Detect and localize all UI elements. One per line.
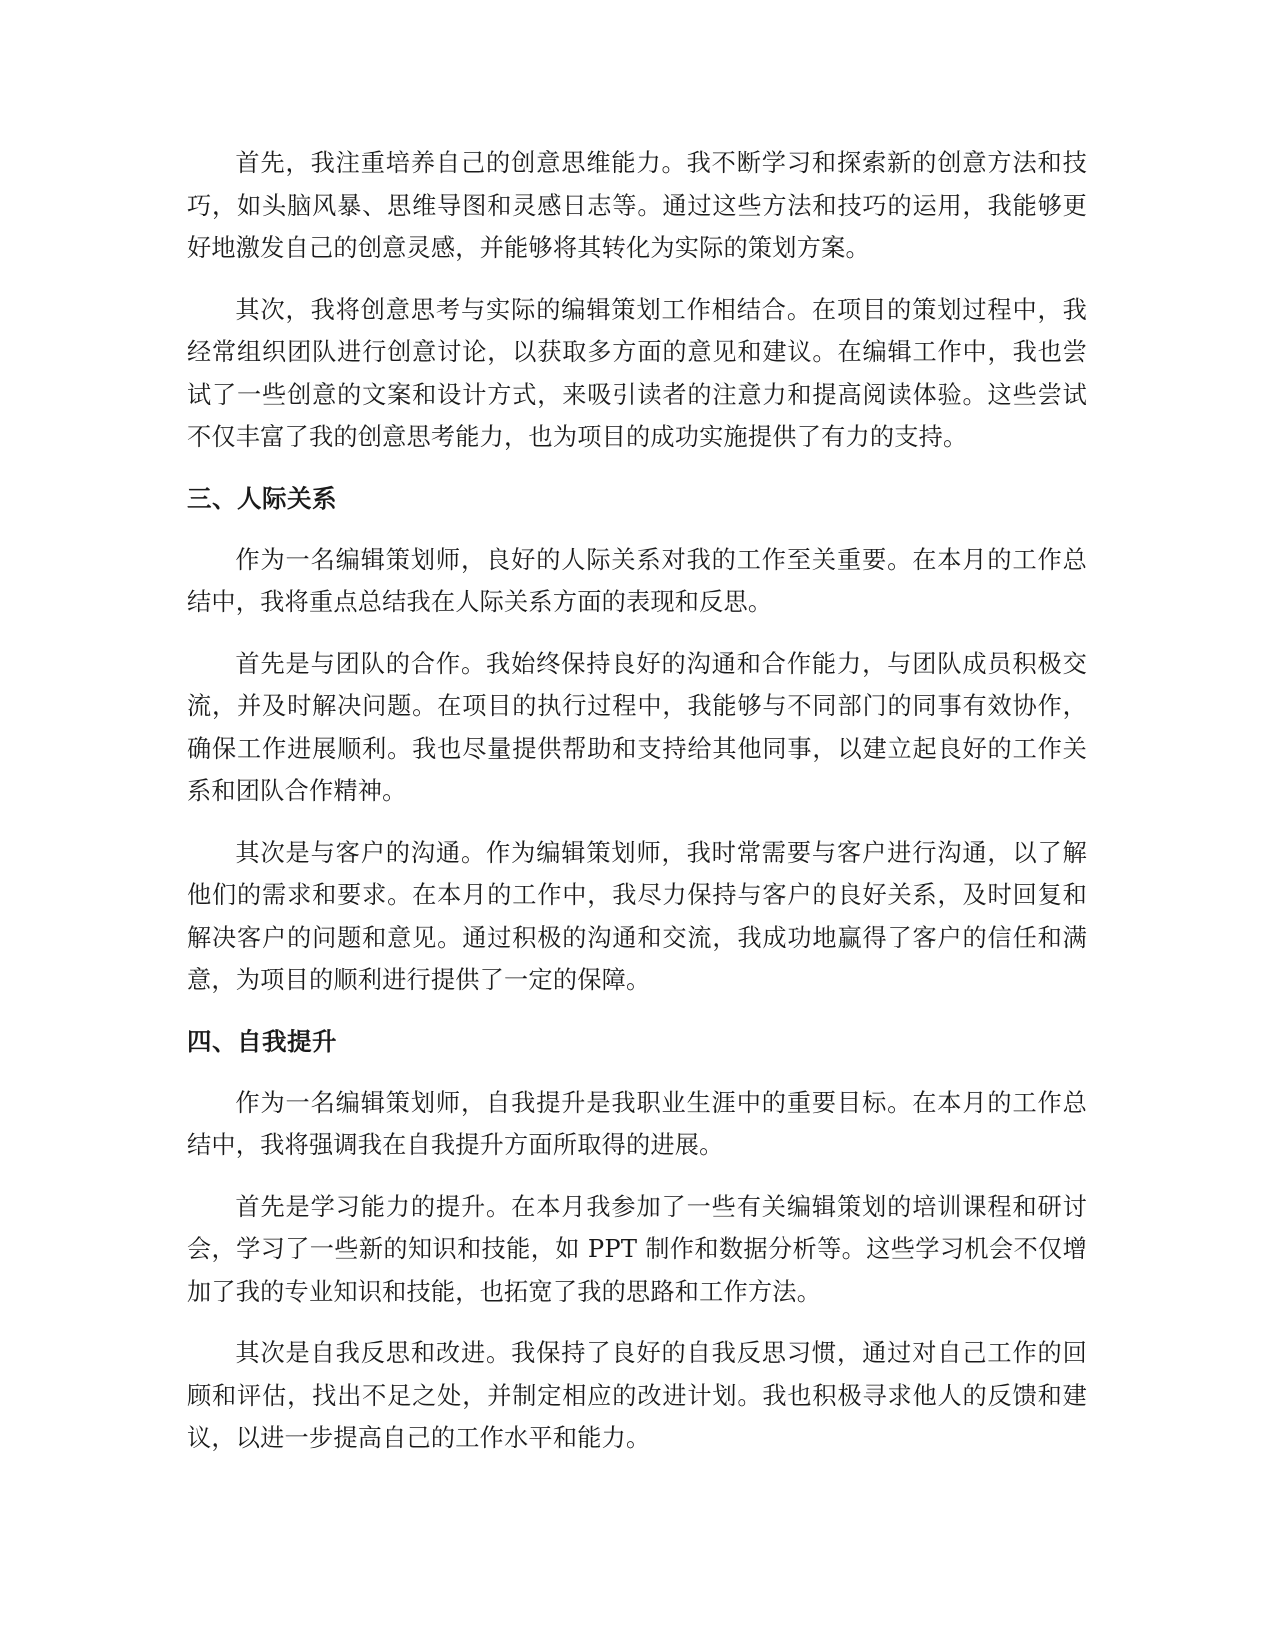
paragraph-self-reflection: 其次是自我反思和改进。我保持了良好的自我反思习惯，通过对自己工作的回顾和评估，找出不足之处，并制定相应的改进计划。我也积极寻求他人的反馈和建议，以进一步提高自己的工作水平和能力。 xyxy=(187,1339,1087,1452)
paragraph-interpersonal-intro: 作为一名编辑策划师，良好的人际关系对我的工作至关重要。在本月的工作总结中，我将重点总结我在人际关系方面的表现和反思。 xyxy=(187,545,1087,616)
section-heading-self-improvement: 四、自我提升 xyxy=(187,1026,337,1056)
paragraph-client-communication: 其次是与客户的沟通。作为编辑策划师，我时常需要与客户进行沟通，以了解他们的需求和要求。在本月的工作中，我尽力保持与客户的良好关系，及时回复和解决客户的问题和意见。通过积极的沟通和交流，我成功地赢得了客户的信任和满意，为项目的顺利进行提供了一定的保障。 xyxy=(187,838,1087,994)
paragraph-creative-practice: 其次，我将创意思考与实际的编辑策划工作相结合。在项目的策划过程中，我经常组织团队进行创意讨论，以获取多方面的意见和建议。在编辑工作中，我也尝试了一些创意的文案和设计方式，来吸引读者的注意力和提高阅读体验。这些尝试不仅丰富了我的创意思考能力，也为项目的成功实施提供了有力的支持。 xyxy=(187,295,1087,451)
section-heading-interpersonal: 三、人际关系 xyxy=(187,483,337,513)
paragraph-learning-ability: 首先是学习能力的提升。在本月我参加了一些有关编辑策划的培训课程和研讨会，学习了一些新的知识和技能，如 PPT 制作和数据分析等。这些学习机会不仅增加了我的专业知识和技能，也拓宽了我的思路和工作方法。 xyxy=(187,1192,1087,1306)
paragraph-team-cooperation: 首先是与团队的合作。我始终保持良好的沟通和合作能力，与团队成员积极交流，并及时解决问题。在项目的执行过程中，我能够与不同部门的同事有效协作，确保工作进展顺利。我也尽量提供帮助和支持给其他同事，以建立起良好的工作关系和团队合作精神。 xyxy=(187,649,1087,805)
document-body xyxy=(187,142,1087,1479)
paragraph-creative-thinking: 首先，我注重培养自己的创意思维能力。我不断学习和探索新的创意方法和技巧，如头脑风暴、思维导图和灵感日志等。通过这些方法和技巧的运用，我能够更好地激发自己的创意灵感，并能够将其转化为实际的策划方案。 xyxy=(187,149,1087,262)
paragraph-self-improvement-intro: 作为一名编辑策划师，自我提升是我职业生涯中的重要目标。在本月的工作总结中，我将强调我在自我提升方面所取得的进展。 xyxy=(187,1088,1087,1159)
